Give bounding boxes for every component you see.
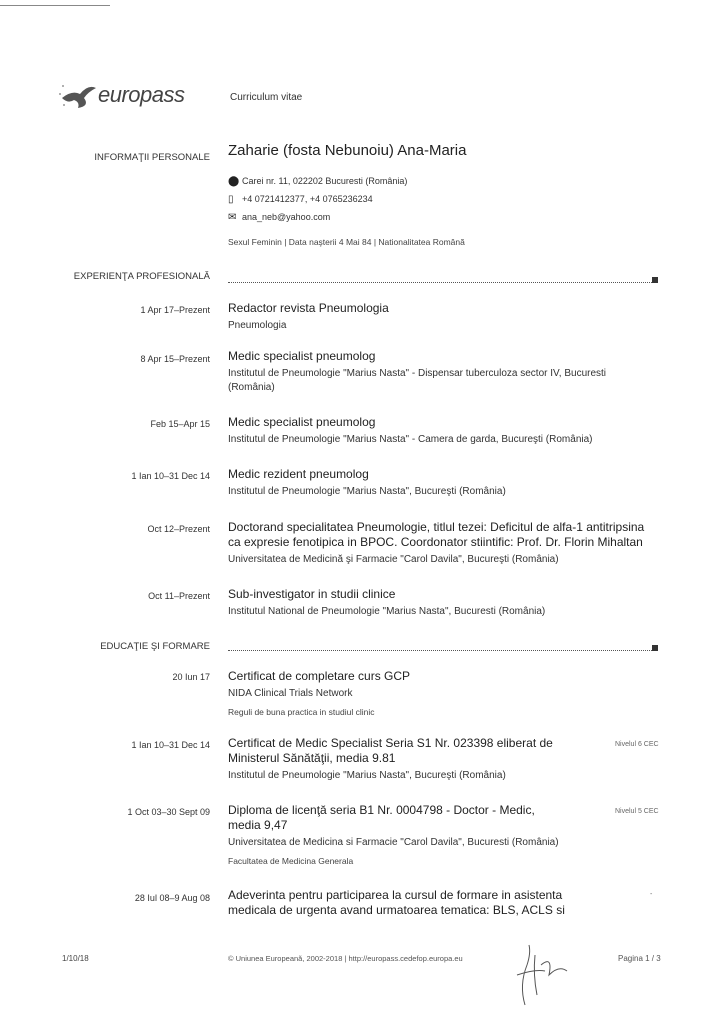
- education-level: Nivelul 5 CEC: [615, 808, 659, 815]
- experience-org: Pneumologia: [228, 320, 287, 331]
- document-title: Curriculum vitae: [230, 92, 303, 103]
- section-label-education: EDUCAŢIE ŞI FORMARE: [100, 641, 210, 652]
- education-note: Facultatea de Medicina Generala: [228, 856, 354, 866]
- section-label-experience: EXPERIENŢA PROFESIONALĂ: [73, 271, 210, 282]
- section-divider: [228, 282, 652, 283]
- person-name: Zaharie (fosta Nebunoiu) Ana-Maria: [228, 142, 467, 159]
- experience-date: 1 Ian 10–31 Dec 14: [131, 471, 210, 481]
- education-level: -: [650, 891, 653, 898]
- experience-date: Oct 12–Prezent: [147, 524, 210, 534]
- experience-org: Institutul de Pneumologie "Marius Nasta" - Camera de garda, Bucureşti (România): [228, 434, 593, 445]
- experience-title: Medic specialist pneumolog: [228, 349, 376, 363]
- education-date: 1 Ian 10–31 Dec 14: [131, 740, 210, 750]
- education-entry: [228, 669, 608, 718]
- education-date: 1 Oct 03–30 Sept 09: [127, 807, 210, 817]
- experience-entry: [228, 301, 608, 333]
- experience-org: Institutul de Pneumologie "Marius Nasta", Bucureşti (România): [228, 486, 506, 497]
- experience-org: Universitatea de Medicină şi Farmacie "Carol Davila", Bucureşti (România): [228, 554, 559, 565]
- education-org: Institutul de Pneumologie "Marius Nasta", Bucureşti (România): [228, 770, 506, 781]
- envelope-icon: ✉: [228, 211, 237, 223]
- phone-icon: ▯: [228, 193, 234, 205]
- address-row: [228, 174, 608, 188]
- personal-details: Sexul Feminin | Data naşterii 4 Mai 84 | Nationalitatea Română: [228, 237, 465, 247]
- experience-entry: [228, 520, 648, 567]
- phone-row: [228, 192, 608, 206]
- map-pin-icon: ⬤: [228, 175, 240, 187]
- education-level: Nivelul 6 CEC: [615, 741, 659, 748]
- experience-entry: [228, 587, 608, 619]
- education-entry: [228, 803, 568, 867]
- experience-entry: [228, 467, 608, 499]
- scan-edge-line: [0, 5, 110, 6]
- experience-title: Medic rezident pneumolog: [228, 467, 369, 481]
- experience-title: Doctorand specialitatea Pneumologie, titlul tezei: Deficitul de alfa-1 antitripsina ca expresie fenotipica in BPOC. Coordonator stiintific: Prof. Dr. Florin Mihaltan: [228, 520, 645, 549]
- handwritten-signature: [505, 935, 575, 1007]
- address: Carei nr. 11, 022202 Bucuresti (România): [242, 176, 408, 186]
- education-date: 28 Iul 08–9 Aug 08: [134, 893, 210, 903]
- education-title: Certificat de completare curs GCP: [228, 669, 411, 683]
- europass-logo-text: europass: [98, 82, 185, 107]
- europass-logo: [58, 80, 185, 110]
- education-date: 20 Iun 17: [172, 672, 210, 682]
- section-divider: [228, 650, 652, 651]
- footer-date: 1/10/18: [62, 954, 89, 963]
- footer-page-number: Pagina 1 / 3: [618, 954, 661, 963]
- email[interactable]: ana_neb@yahoo.com: [242, 212, 331, 222]
- education-title: Certificat de Medic Specialist Seria S1 Nr. 023398 eliberat de Ministerul Sănătăţii, media 9.81: [228, 736, 553, 765]
- education-org: NIDA Clinical Trials Network: [228, 688, 353, 699]
- phone: +4 0721412377, +4 0765236234: [242, 194, 373, 204]
- experience-title: Redactor revista Pneumologia: [228, 301, 389, 315]
- education-note: Reguli de buna practica in studiul clinic: [228, 707, 375, 717]
- experience-date: 8 Apr 15–Prezent: [140, 354, 210, 364]
- education-org: Universitatea de Medicina si Farmacie "Carol Davila", Bucuresti (România): [228, 837, 559, 848]
- experience-entry: [228, 415, 608, 447]
- experience-org: Institutul de Pneumologie "Marius Nasta" - Dispensar tuberculoza sector IV, Bucuresti (România): [228, 368, 607, 393]
- email-row: [228, 210, 608, 224]
- experience-date: Oct 11–Prezent: [148, 591, 210, 601]
- section-label-personal: INFORMAŢII PERSONALE: [94, 152, 210, 163]
- education-title: Diploma de licenţă seria B1 Nr. 0004798 - Doctor - Medic, media 9,47: [228, 803, 535, 832]
- europass-star-figure-icon: [58, 80, 98, 110]
- education-title: Adeverinta pentru participarea la cursul de formare in asistenta medicala de urgenta avand urmatoarea tematica: BLS, ACLS si: [228, 888, 565, 917]
- experience-org: Institutul National de Pneumologie "Marius Nasta", Bucuresti (România): [228, 606, 546, 617]
- education-entry: [228, 888, 568, 918]
- experience-date: 1 Apr 17–Prezent: [140, 305, 210, 315]
- education-entry: [228, 736, 568, 783]
- experience-entry: [228, 349, 608, 395]
- experience-title: Sub-investigator in studii clinice: [228, 587, 396, 601]
- footer-copyright: © Uniunea Europeană, 2002-2018 | http://europass.cedefop.europa.eu: [228, 954, 463, 963]
- experience-title: Medic specialist pneumolog: [228, 415, 376, 429]
- experience-date: Feb 15–Apr 15: [150, 419, 210, 429]
